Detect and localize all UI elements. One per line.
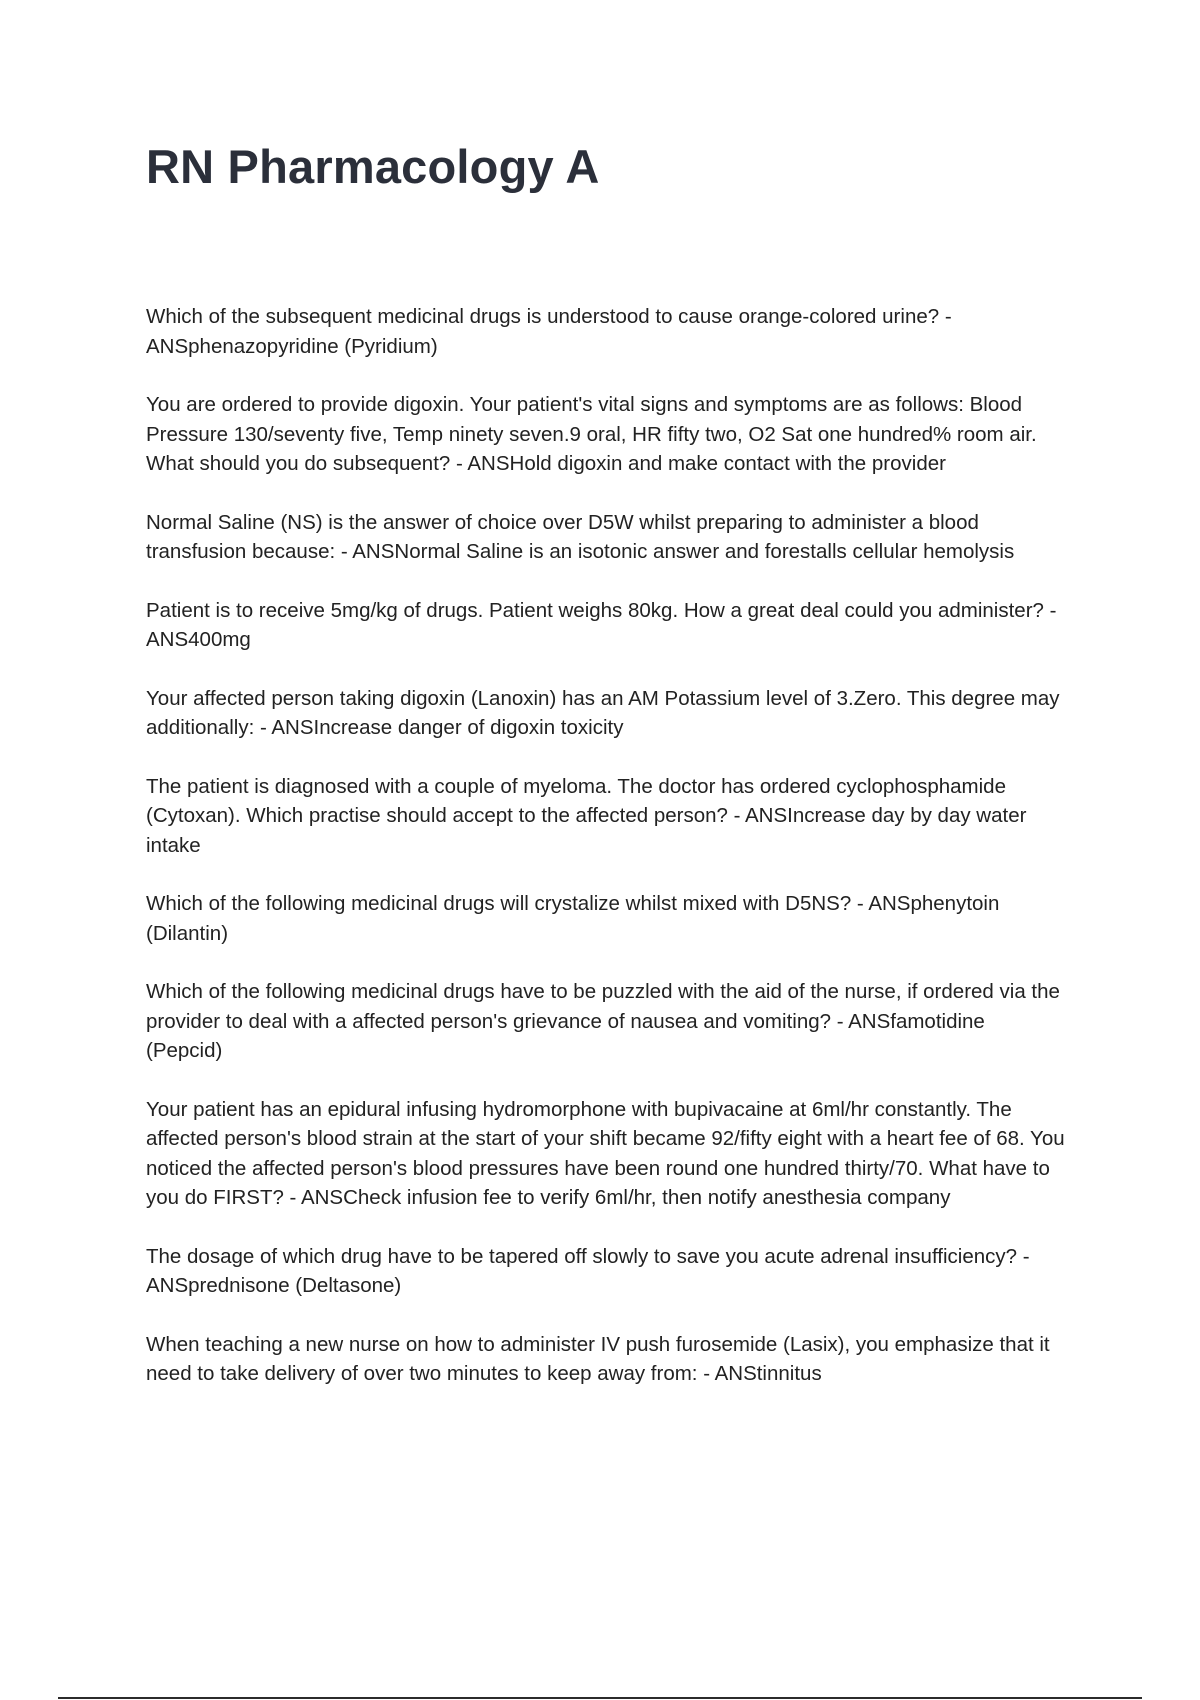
- qa-item: Which of the subsequent medicinal drugs is understood to cause orange-colored urine? - ANSphenazopyridine (Pyridium): [146, 305, 952, 358]
- qa-item: The dosage of which drug have to be tapered off slowly to save you acute adrenal insufficiency? - ANSprednisone (Deltasone): [146, 1244, 1030, 1297]
- qa-item: When teaching a new nurse on how to administer IV push furosemide (Lasix), you emphasize that it need to take delivery of over two minutes to keep away from: - ANStinnitus: [146, 1332, 1050, 1385]
- qa-item: Your affected person taking digoxin (Lanoxin) has an AM Potassium level of 3.Zero. This degree may additionally: - ANSIncrease danger of digoxin toxicity: [146, 686, 1060, 739]
- page-title: RN Pharmacology A: [146, 140, 600, 193]
- qa-item: Which of the following medicinal drugs have to be puzzled with the aid of the nurse, if ordered via the provider to deal with a affected person's grievance of nausea and vomiting? - ANSfamotidine (Pepcid): [146, 980, 1060, 1062]
- qa-item: You are ordered to provide digoxin. Your patient's vital signs and symptoms are as follows: Blood Pressure 130/seventy five, Temp ninety seven.9 oral, HR fifty two, O2 Sat one hundred% room air. What should you do subsequent? - ANSHold digoxin and make contact with the provider: [146, 393, 1037, 475]
- qa-item: The patient is diagnosed with a couple of myeloma. The doctor has ordered cyclophosphamide (Cytoxan). Which practise should accept to the affected person? - ANSIncrease day by day water intake: [146, 774, 1027, 857]
- qa-item: Normal Saline (NS) is the answer of choice over D5W whilst preparing to administer a blood transfusion because: - ANSNormal Saline is an isotonic answer and forestalls cellular hemolysis: [146, 510, 1015, 563]
- question-answer-list: [146, 302, 1066, 1418]
- footer-divider: [58, 1697, 1142, 1699]
- qa-item: Patient is to receive 5mg/kg of drugs. Patient weighs 80kg. How a great deal could you administer? - ANS400mg: [146, 598, 1057, 651]
- qa-item: Your patient has an epidural infusing hydromorphone with bupivacaine at 6ml/hr constantly. The affected person's blood strain at the start of your shift became 92/fifty eight with a heart fee of 68. You noticed the affected person's blood pressures have been round one hundred thirty/70. What have to you do FIRST? - ANSCheck infusion fee to verify 6ml/hr, then notify anesthesia company: [146, 1097, 1065, 1209]
- qa-item: Which of the following medicinal drugs will crystalize whilst mixed with D5NS? - ANSphenytoin (Dilantin): [146, 892, 1000, 945]
